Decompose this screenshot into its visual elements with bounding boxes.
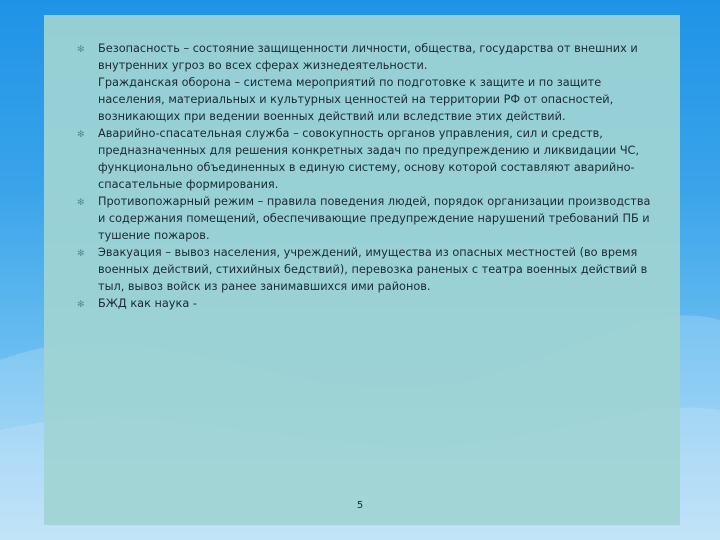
- list-item: [74, 244, 654, 295]
- asterisk-bullet-icon: ✻: [77, 249, 85, 259]
- list-item: [74, 193, 654, 244]
- asterisk-bullet-icon: ✻: [77, 45, 85, 55]
- page-number: 5: [356, 500, 364, 511]
- definitions-list: [74, 40, 654, 312]
- list-item: [74, 40, 654, 74]
- definition-text: Гражданская оборона – система мероприятий по подготовке к защите и по защите населения, материальных и культурных ценностей на территории РФ от опасностей, возникающих при ведении военных действий или вследствие этих действий.: [98, 76, 614, 123]
- definition-text: Эвакуация – вывоз населения, учреждений, имущества из опасных местностей (во время военных действий, стихийных бедствий), перевозка раненых с театра военных действий в тыл, вывоз войск из ранее занимавшихся ими районов.: [98, 246, 648, 293]
- definition-text: Аварийно-спасательная служба – совокупность органов управления, сил и средств, предназначенных для решения конкретных задач по предупреждению и ликвидации ЧС, функционально объединенных в единую систему, основу которой составляют аварийно-спасательные формирования.: [98, 127, 640, 191]
- asterisk-bullet-icon: ✻: [77, 300, 85, 310]
- list-item: [74, 125, 654, 193]
- definition-text: Безопасность – состояние защищенности личности, общества, государства от внешних и внутренних угроз во всех сферах жизнедеятельности.: [98, 42, 638, 72]
- list-item: [74, 295, 654, 312]
- list-item: [74, 74, 654, 125]
- asterisk-bullet-icon: ✻: [77, 198, 85, 208]
- definition-text: Противопожарный режим – правила поведения людей, порядок организации производства и содержания помещений, обеспечивающие предупреждение нарушений требований ПБ и тушение пожаров.: [98, 195, 651, 242]
- definition-text: БЖД как наука -: [98, 297, 197, 310]
- asterisk-bullet-icon: ✻: [77, 130, 85, 140]
